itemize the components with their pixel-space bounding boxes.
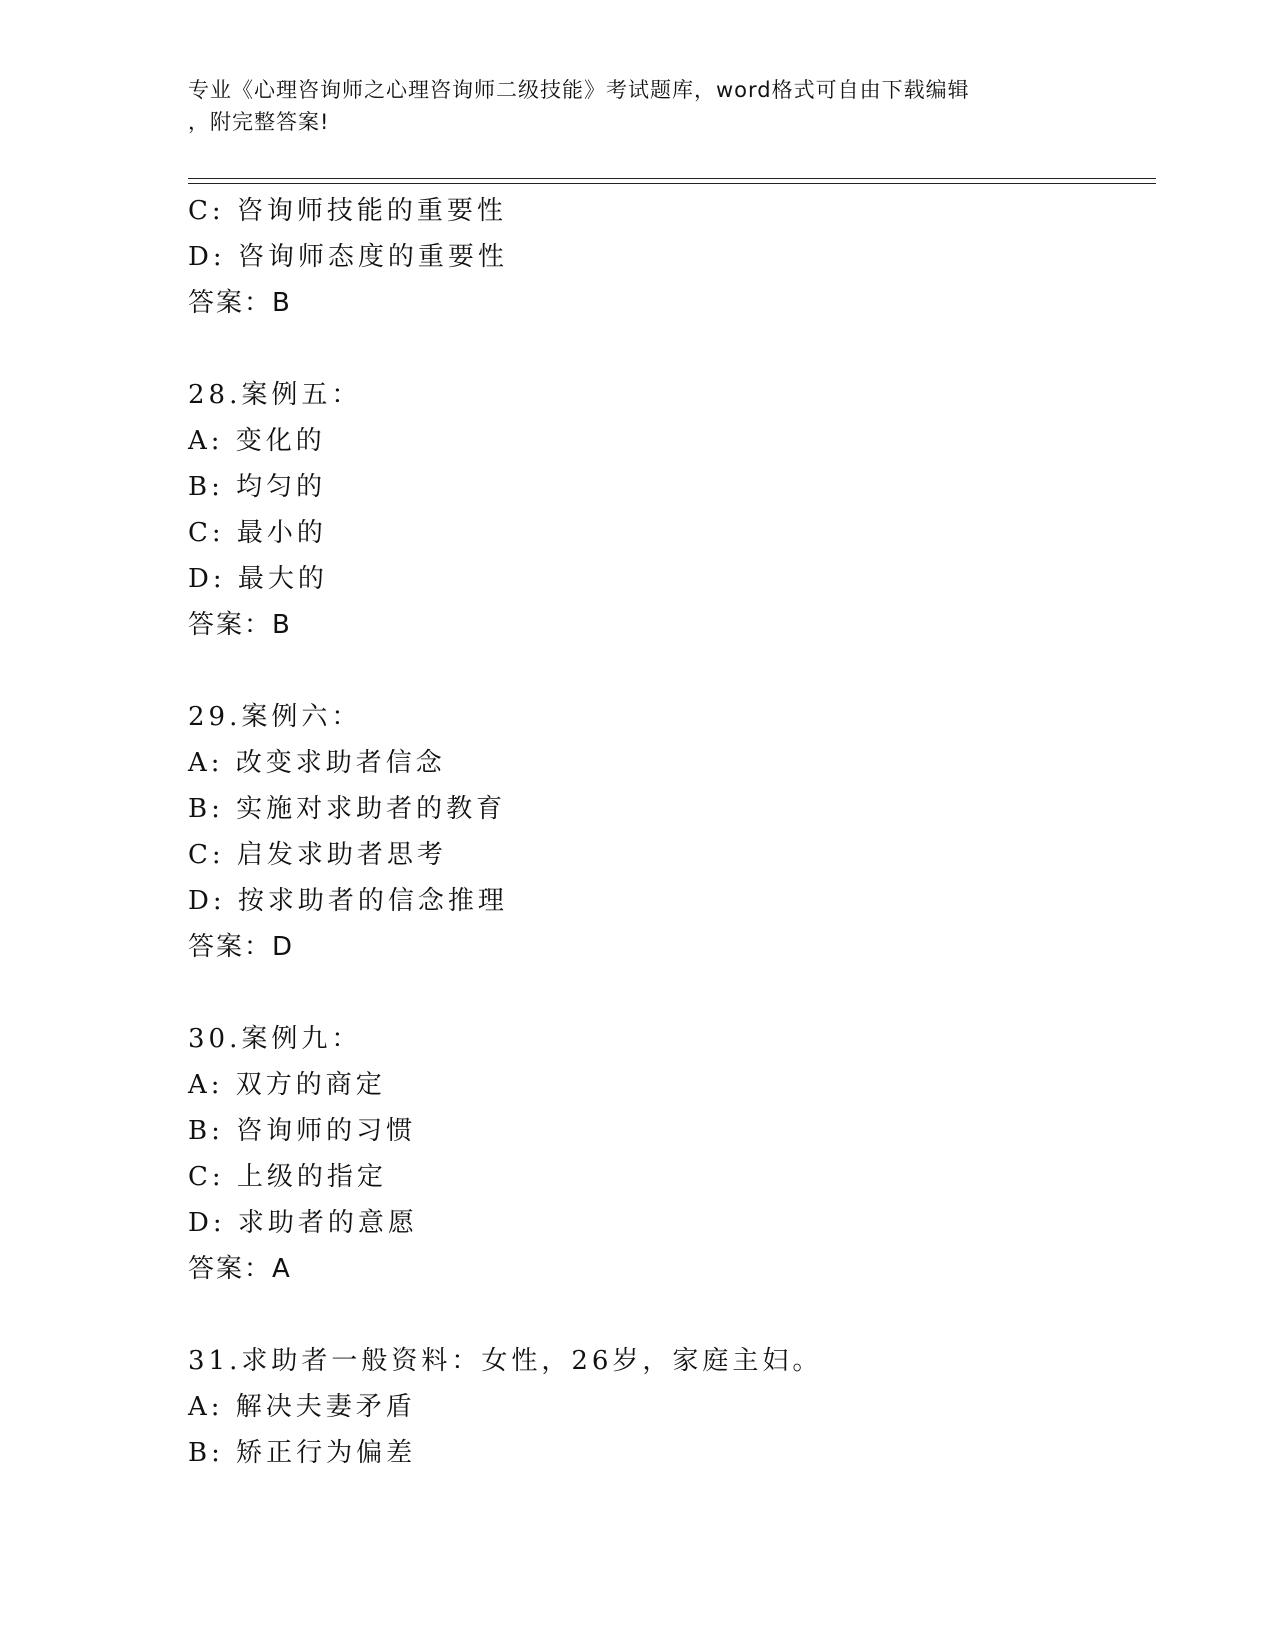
header-title-line: 专业《心理咨询师之心理咨询师二级技能》考试题库，word格式可自由下载编辑 — [188, 78, 970, 102]
option-d: D: 最大的 — [188, 564, 328, 594]
document-header — [188, 74, 1088, 138]
header-subtitle-line: ，附完整答案! — [188, 110, 330, 134]
option-b: B: 咨询师的习惯 — [188, 1116, 417, 1146]
option-c: C: 上级的指定 — [188, 1162, 387, 1192]
option-d: D: 咨询师态度的重要性 — [188, 242, 508, 272]
option-b: B: 实施对求助者的教育 — [188, 794, 507, 824]
option-b: B: 均匀的 — [188, 472, 327, 502]
header-divider-bottom — [188, 183, 1156, 184]
answer-label: 答案：D — [188, 932, 295, 962]
option-c: C: 最小的 — [188, 518, 327, 548]
option-b: B: 矫正行为偏差 — [188, 1438, 417, 1468]
header-divider-top — [188, 178, 1156, 179]
option-a: A: 双方的商定 — [188, 1070, 386, 1100]
answer-label: 答案：A — [188, 1254, 292, 1284]
answer-label: 答案：B — [188, 610, 292, 640]
answer-label: 答案：B — [188, 288, 292, 318]
option-a: A: 解决夫妻矛盾 — [188, 1392, 416, 1422]
option-a: A: 变化的 — [188, 426, 326, 456]
option-c: C: 咨询师技能的重要性 — [188, 196, 507, 226]
option-c: C: 启发求助者思考 — [188, 840, 447, 870]
question-stem: 28.案例五： — [188, 380, 362, 410]
option-d: D: 求助者的意愿 — [188, 1208, 418, 1238]
option-a: A: 改变求助者信念 — [188, 748, 446, 778]
question-stem: 31.求助者一般资料：女性，26岁，家庭主妇。 — [188, 1346, 823, 1376]
question-stem: 29.案例六： — [188, 702, 362, 732]
question-stem: 30.案例九： — [188, 1024, 362, 1054]
option-d: D: 按求助者的信念推理 — [188, 886, 508, 916]
